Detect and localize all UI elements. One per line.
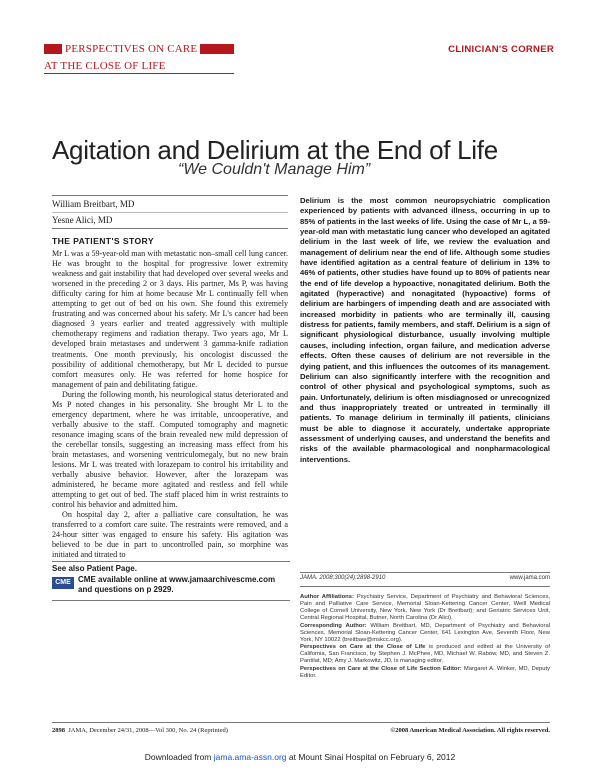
article-title: Agitation and Delirium at the End of Life	[52, 135, 498, 165]
patient-story	[52, 236, 288, 561]
see-also-text: See also Patient Page.	[52, 564, 137, 573]
story-paragraph: During the following month, his neurological status deteriorated and Ms P noted changes in his personality. She brought Mr L to the emergency department, where he was irritable, uncooperative, and verbally abusive to the staff. Computed tomography and magnetic resonance imaging scans of the brain revealed new mild depression of the cerebellar tonsils, suggesting an increasing mass effect from his brain metastases, and worsening ventriculomegaly, but no new brain lesions. Mr L was treated with lorazepam to control his irritability and verbally abusive behavior. However, after the lorazepam was administered, he became more agitated and restless and fell while attempting to get out of bed. The staff placed him in wrist restraints to control his behavior and admitted him.	[52, 389, 288, 510]
footer-rule	[52, 722, 550, 723]
page-number: 2898	[52, 727, 65, 734]
affiliation-entry: Author Affiliations: Psychiatry Service, Department of Psychiatry and Behavioral Sciences, Pain and Palliative Care Service, Memorial Sloan-Kettering Cancer Center, Weill Medical College of Cornell University, New York, New York (Dr Breitbart); and Geriatric Services Unit, Central Regional Hospital, Butner, North Carolina (Dr Alici).	[300, 594, 550, 622]
citation-url[interactable]: www.jama.com	[509, 575, 550, 581]
footer-copyright: ©2008 American Medical Association. All rights reserved.	[390, 727, 550, 734]
affiliation-entry: Corresponding Author: William Breitbart, MD, Department of Psychiatry and Behavioral Sciences, Memorial Sloan-Kettering Cancer Center, 641 Lexington Ave, Seventh Floor, New York, NY 10022 (breitbaw@mskcc.org).	[300, 622, 550, 643]
story-paragraph: Mr L was a 59-year-old man with metastatic non–small cell lung cancer. He was brought to the hospital for progressive lower extremity weakness and gait instability that had developed over several weeks and worsened in the preceding 2 or 3 days. His partner, Ms P, was having difficulty caring for him at home because Mr L continually fell when attempting to get out of bed on his own. She found this extremely frustrating and was concerned about his safety. Mr L's cancer had been diagnosed 3 years earlier and treated aggressively with multiple chemotherapy regimens and radiation therapy. Two years ago, Mr L developed brain metastases and underwent 3 gamma-knife radiation treatments. One month previously, his oncologist discussed the possibility of additional chemotherapy, but Mr L decided to pursue comfort measures only. He was referred for home hospice for management of pain and debilitating fatigue.	[52, 249, 288, 389]
cme-text: CME available online at www.jamaarchivescme.com and questions on p 2929.	[78, 575, 276, 594]
abstract-text: Delirium is the most common neuropsychiatric complication experienced by patients with advanced illness, occurring in up to 85% of patients in the last weeks of life. Using the case of Mr L, a 59-year-old man with metastatic lung cancer who developed an agitated delirium in the last week of life, we review the evaluation and management of delirium near the end of life. Although some studies have identified agitation as a central feature of delirium in 13% to 46% of patients, other studies have found up to 80% of patients near the end of life develop a hypoactive, nonagitated delirium. Both the agitated (hyperactive) and nonagitated (hypoactive) forms of delirium are harbingers of impending death and are associated with increased morbidity in patients who are terminally ill, causing distress for patients, family members, and staff. Delirium is a sign of significant physiological disturbance, usually involving multiple causes, including infection, organ failure, and medication adverse effects. Often these causes of delirium are not reversible in the dying patient, and this influences the outcomes of its management. Delirium can also significantly interfere with the recognition and control of other physical and psychological symptoms, such as pain. Unfortunately, delirium is often misdiagnosed or unrecognized and thus inappropriately treated or untreated in terminally ill patients. To manage delirium in terminally ill patients, clinicians must be able to diagnose it accurately, undertake appropriate assessment of underlying causes, and understand the benefits and risks of the available pharmacological and nonpharmacological interventions.	[300, 196, 550, 464]
citation: JAMA. 2008;300(24):2898-2910	[300, 575, 386, 581]
cme-rule	[52, 600, 290, 601]
see-also-rule	[52, 561, 290, 562]
series-title-line-1: PERSPECTIVES ON CARE	[62, 43, 200, 55]
author-affiliations	[300, 594, 550, 680]
author-name: William Breitbart, MD	[52, 199, 135, 209]
cme-badge: CME	[52, 577, 74, 589]
story-heading: THE PATIENT'S STORY	[52, 236, 154, 246]
download-notice: Downloaded from jama.ama-assn.org at Mount Sinai Hospital on February 6, 2012	[144, 752, 456, 762]
story-paragraph: On hospital day 2, after a palliative care consultation, he was transferred to a comfort care suite. The restraints were removed, and a 24-hour sitter was engaged to ensure his safety. His agitation was believed to be due in part to uncontrolled pain, so morphine was initiated and titrated to	[52, 510, 288, 560]
section-label: CLINICIAN'S CORNER	[448, 44, 554, 55]
article-subtitle: “We Couldn't Manage Him”	[178, 161, 371, 178]
affiliation-entry: Perspectives on Care at the Close of Life Section Editor: Margaret A. Winker, MD, Deputy Editor.	[300, 665, 550, 679]
series-title-line-2: AT THE CLOSE OF LIFE	[44, 60, 166, 72]
author-name: Yesne Alici, MD	[52, 215, 113, 225]
affiliation-entry: Perspectives on Care at the Close of Life is produced and edited at the University of California, San Francisco, by Stephen J. McPhee, MD, Michael W. Rabow, MD, and Steven Z. Pantilat, MD; Amy J. Markowitz, JD, is managing editor.	[300, 644, 551, 665]
footer-journal-info: 2898 JAMA, December 24/31, 2008—Vol 300, No. 24 (Reprinted)	[52, 727, 228, 734]
citation-rule-top	[300, 572, 550, 573]
author-rule-bottom	[52, 228, 288, 229]
series-header-rule	[44, 73, 234, 74]
citation-rule-bottom	[300, 586, 550, 587]
download-link[interactable]: jama.ama-assn.org	[213, 752, 287, 762]
author-rule-mid	[52, 212, 288, 213]
